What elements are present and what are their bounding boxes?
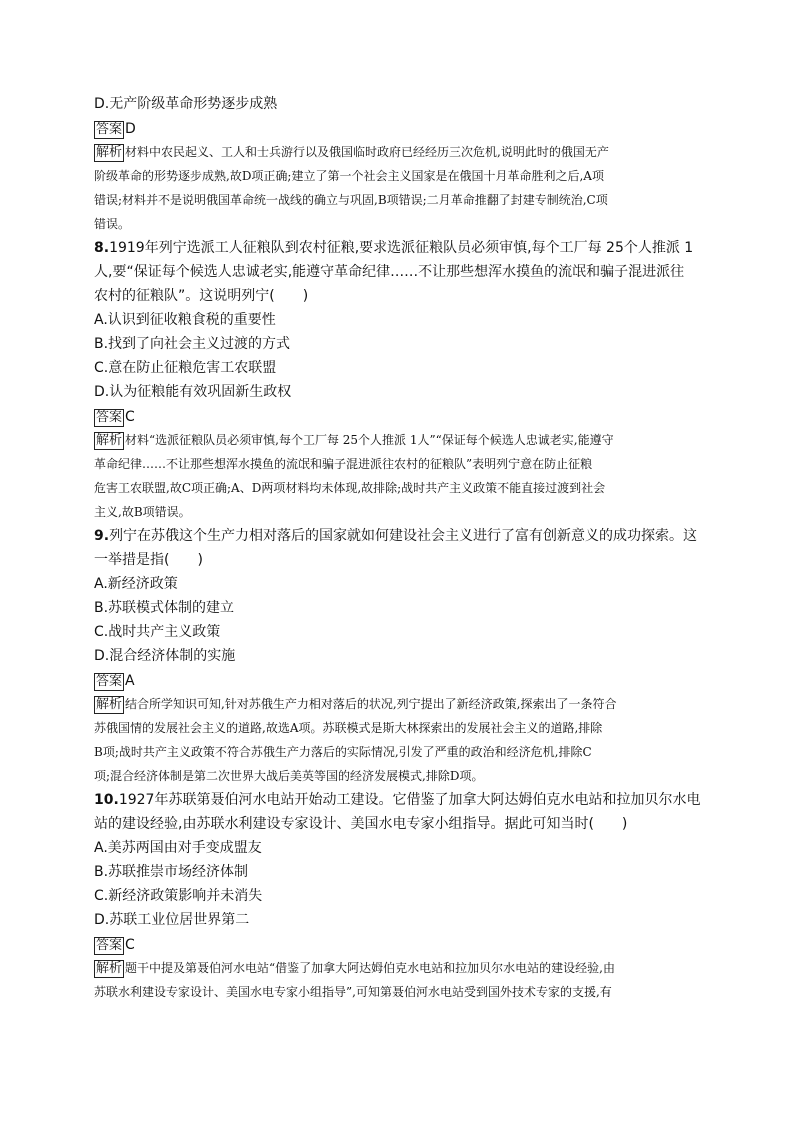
q8-option-c: C.意在防止征粮危害工农联盟 xyxy=(94,360,277,376)
q10-answer-value: C xyxy=(125,937,135,953)
q7-answer-value: D xyxy=(125,121,136,137)
q9-number: 9. xyxy=(94,528,110,544)
q9-analysis-line-3: B项;战时共产主义政策不符合苏俄生产力落后的实际情况,引发了严重的政治和经济危机,排除C xyxy=(94,745,592,759)
q10-stem-text-1: 1927年苏联第聂伯河水电站开始动工建设。它借鉴了加拿大阿达姆伯克水电站和拉加贝尔水电 xyxy=(118,792,701,808)
q9-option-a: A.新经济政策 xyxy=(94,576,178,592)
answer-tag: 答案 xyxy=(96,674,123,689)
q10-option-b: B.苏联推崇市场经济体制 xyxy=(94,864,249,880)
q7-analysis-line-2: 阶级革命的形势逐步成熟,故D项正确;建立了第一个社会主义国家是在俄国十月革命胜利之后,A项 xyxy=(94,169,604,183)
q10-stem-line-2: 站的建设经验,由苏联水利建设专家设计、美国水电专家小组指导。据此可知当时( ) xyxy=(94,816,628,832)
q8-stem-line-2: 人,要“保证每个候选人忠诚老实,能遵守革命纪律……不让那些想浑水摸鱼的流氓和骗子混进派往 xyxy=(94,264,685,280)
question-9 xyxy=(94,524,702,788)
answer-tag: 答案 xyxy=(96,410,123,425)
question-8 xyxy=(94,236,702,524)
answer-tag: 答案 xyxy=(96,938,123,953)
q8-analysis xyxy=(94,428,702,524)
q7-analysis-line-3: 错误;材料并不是说明俄国革命统一战线的确立与巩固,B项错误;二月革命推翻了封建专制统治,C项 xyxy=(94,193,608,207)
q9-stem-line-2: 一举措是指( ) xyxy=(94,552,203,568)
q8-analysis-line-1: 材料“选派征粮队员必须审慎,每个工厂每 25个人推派 1人”“保证每个候选人忠诚老实,能遵守 xyxy=(125,433,614,447)
q9-analysis xyxy=(94,692,702,788)
q9-stem-line-1 xyxy=(94,524,702,548)
q8-stem-line-1 xyxy=(94,236,702,260)
analysis-tag: 解析 xyxy=(96,433,123,448)
q8-analysis-line-2: 革命纪律……不让那些想浑水摸鱼的流氓和骗子混进派往农村的征粮队”表明列宁意在防止征粮 xyxy=(94,457,593,471)
q9-option-c: C.战时共产主义政策 xyxy=(94,624,221,640)
q8-option-d: D.认为征粮能有效巩固新生政权 xyxy=(94,384,292,400)
analysis-tag: 解析 xyxy=(96,961,123,976)
q8-answer-value: C xyxy=(125,409,135,425)
analysis-tag: 解析 xyxy=(96,697,123,712)
q10-number: 10. xyxy=(94,792,119,808)
q10-option-c: C.新经济政策影响并未消失 xyxy=(94,888,263,904)
q10-analysis-line-2: 苏联水利建设专家设计、美国水电专家小组指导”,可知第聂伯河水电站受到国外技术专家的支援,有 xyxy=(94,985,612,999)
q8-option-b: B.找到了向社会主义过渡的方式 xyxy=(94,336,291,352)
q8-stem-line-3: 农村的征粮队”。这说明列宁( ) xyxy=(94,288,309,304)
q9-option-b: B.苏联模式体制的建立 xyxy=(94,600,235,616)
q9-analysis-line-4: 项;混合经济体制是第二次世界大战后美英等国的经济发展模式,排除D项。 xyxy=(94,769,484,783)
q7-analysis-line-1: 材料中农民起义、工人和士兵游行以及俄国临时政府已经经历三次危机,说明此时的俄国无产 xyxy=(125,145,609,159)
q9-answer-value: A xyxy=(125,673,135,689)
q9-analysis-line-2: 苏俄国情的发展社会主义的道路,故选A项。苏联模式是斯大林探索出的发展社会主义的道路,排除 xyxy=(94,721,603,735)
q9-answer xyxy=(94,670,702,692)
q9-analysis-line-1: 结合所学知识可知,针对苏俄生产力相对落后的状况,列宁提出了新经济政策,探索出了一条符合 xyxy=(125,697,617,711)
question-7-tail xyxy=(94,92,702,236)
q10-analysis-line-1: 题干中提及第聂伯河水电站“借鉴了加拿大阿达姆伯克水电站和拉加贝尔水电站的建设经验,由 xyxy=(125,961,615,975)
q8-analysis-line-3: 危害工农联盟,故C项正确;A、D两项材料均未体现,故排除;战时共产主义政策不能直接过渡到社会 xyxy=(94,481,606,495)
q9-option-d: D.混合经济体制的实施 xyxy=(94,648,236,664)
q8-number: 8. xyxy=(94,240,110,256)
q8-option-a: A.认识到征收粮食税的重要性 xyxy=(94,312,276,328)
q10-stem-line-1 xyxy=(94,788,702,812)
analysis-tag: 解析 xyxy=(96,145,123,160)
document-page xyxy=(94,92,702,1004)
question-10 xyxy=(94,788,702,1004)
q7-option-d: D.无产阶级革命形势逐步成熟 xyxy=(94,96,278,112)
answer-tag: 答案 xyxy=(96,122,123,137)
q10-option-d: D.苏联工业位居世界第二 xyxy=(94,912,250,928)
q10-answer xyxy=(94,934,702,956)
q10-analysis xyxy=(94,956,702,1004)
q9-stem-text-1: 列宁在苏俄这个生产力相对落后的国家就如何建设社会主义进行了富有创新意义的成功探索。这 xyxy=(109,528,698,544)
q8-answer xyxy=(94,406,702,428)
q8-stem-text-1: 1919年列宁选派工人征粮队到农村征粮,要求选派征粮队员必须审慎,每个工厂每 25个人推派 1 xyxy=(109,240,694,256)
q7-analysis-line-4: 错误。 xyxy=(94,217,131,231)
q10-option-a: A.美苏两国由对手变成盟友 xyxy=(94,840,262,856)
q7-answer xyxy=(94,118,702,140)
q7-analysis xyxy=(94,140,702,236)
q8-analysis-line-4: 主义,故B项错误。 xyxy=(94,505,191,519)
